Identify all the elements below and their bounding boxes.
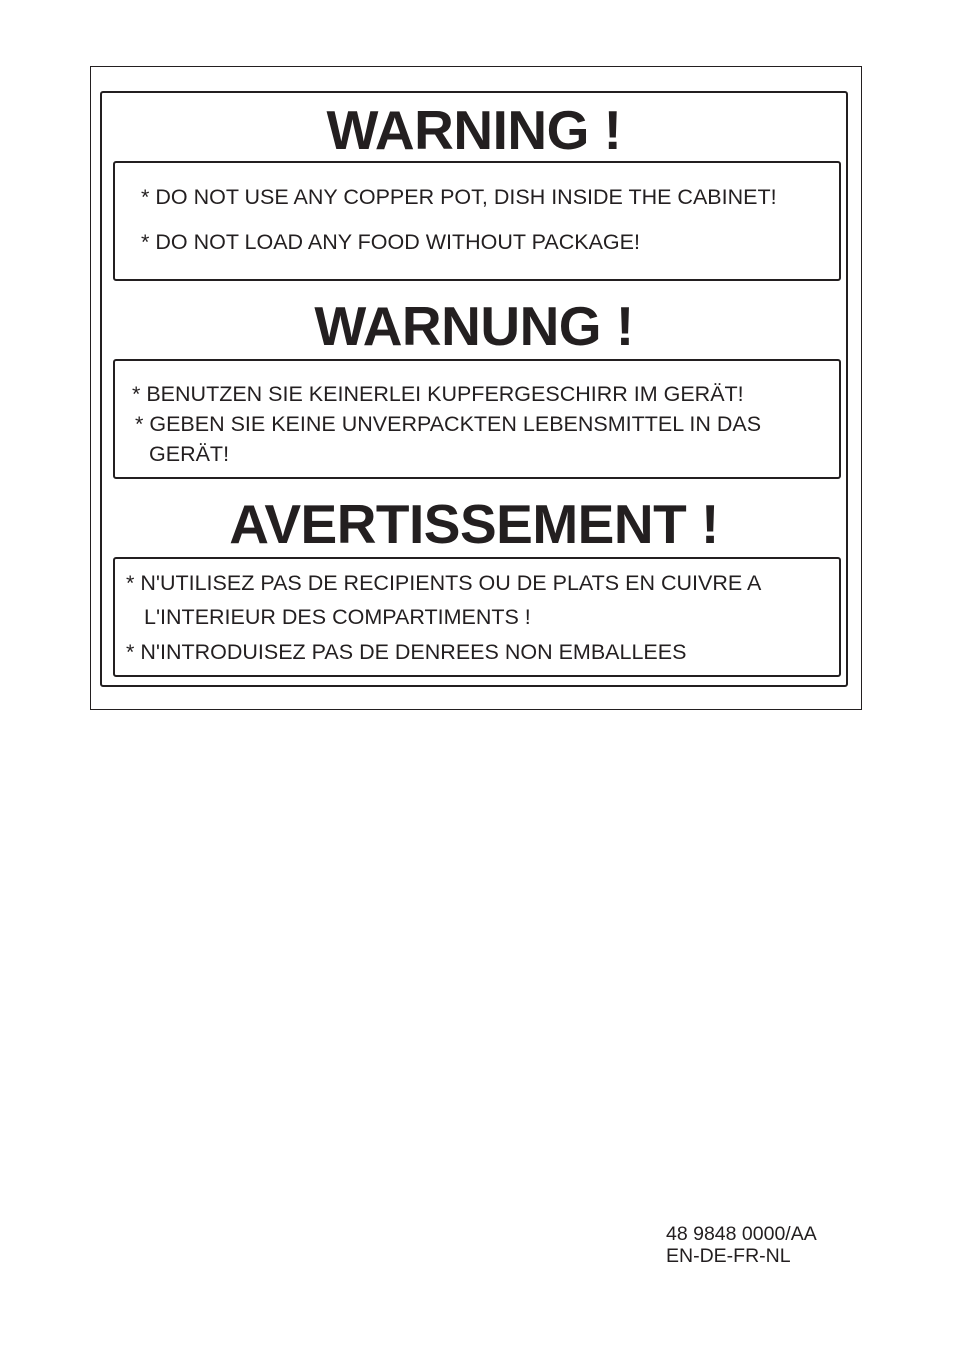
warning-line-de-1: * BENUTZEN SIE KEINERLEI KUPFERGESCHIRR IM GERÄT! [132,382,744,406]
language-codes: EN-DE-FR-NL [666,1245,791,1267]
warning-line-de-3: GERÄT! [149,442,230,466]
warning-line-en-2: * DO NOT LOAD ANY FOOD WITHOUT PACKAGE! [141,230,640,254]
warning-heading-fr: AVERTISSEMENT ! [229,493,719,555]
warning-heading-en: WARNING ! [326,99,622,161]
part-number: 48 9848 0000/AA [666,1223,817,1245]
warning-line-fr-2: L'INTERIEUR DES COMPARTIMENTS ! [144,605,531,629]
warning-line-de-2: * GEBEN SIE KEINE UNVERPACKTEN LEBENSMITTEL IN DAS [135,412,762,436]
warning-line-fr-3: * N'INTRODUISEZ PAS DE DENREES NON EMBALLEES [126,640,687,664]
warning-heading-de: WARNUNG ! [314,295,634,357]
warning-line-fr-1: * N'UTILISEZ PAS DE RECIPIENTS OU DE PLATS EN CUIVRE A [126,571,762,595]
warning-box-en [113,161,841,281]
warning-line-en-1: * DO NOT USE ANY COPPER POT, DISH INSIDE THE CABINET! [141,185,777,209]
